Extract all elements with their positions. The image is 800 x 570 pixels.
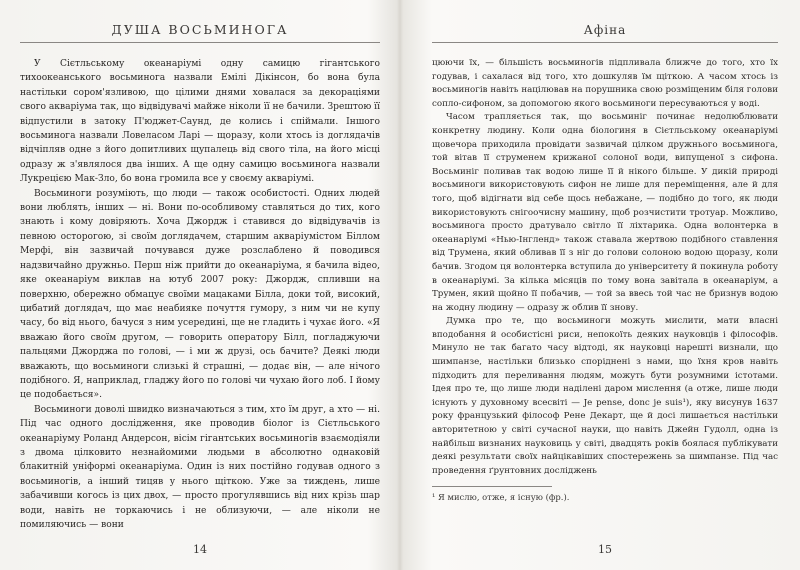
running-head-right: Афіна	[583, 23, 627, 37]
paragraph: У Сієтльському океанаріумі одну самицю гігантського тихоокеанського восьминога назвали Емілі Дікінсон, бо вона була настільки сором'язливою, що цілими днями ховалася за декораціями свого акваріума так, що відвідувачі майже ніколи її не бачили. Зрештою її відпустили в затоку П'юджет-Саунд, де колись і спіймали. Іншого восьминога назвали Ловеласом Ларі — щоразу, коли хтось із доглядачів відчіпляв одне з його допитливих щупалець від свого тіла, на його місці одразу ж з'являлося два інших. А ще одну самицю восьминога назвали Лукрецією Мак-Зло, бо вона громила все у своєму акваріумі.	[20, 59, 380, 185]
header-rule-right	[432, 42, 778, 43]
body-text-left	[20, 57, 380, 532]
footnote-rule	[432, 486, 552, 487]
paragraph: Восьминоги розуміють, що люди — також особистості. Одних людей вони люблять, інших — ні. Вони по-особливому ставляться до тих, кого знають і кому довіряють. Хоча Джордж і ставився до відвідувачів із певною осторогою, зі своїм доглядачем, старшим акваріумістом Біллом Мерфі, він зазвичай почувався дуже розслаблено й поводився надзвичайно дружньо. Перш ніж прийти до океанаріума, я бачила відео, яке океанаріум виклав на ютуб 2007 року: Джордж, спливши на поверхню, обережно обмацує своїми мацаками Білла, доки той, високий, цибатий доглядач, що має неабияке почуття гумору, з ним чи не купу часу, бо від нього, бачуся з ним усередині, ще не гладить і чухає його. «Я вважаю його своїм другом, — говорить оператору Білл, погладжуючи пальцями Джорджа по голові, — і ми ж друзі, ось бачите? Деякі люди вважають, що восьминоги слизькі й страшні, — додає він, — але нічого подібного. Я, наприклад, гладжу його по голові чи чухаю його лоб. І йому це подобається».	[20, 188, 380, 401]
paragraph: Часом трапляється так, що восьминіг починає недолюблювати конкретну людину. Коли одна біологиня в Сієтльському океанаріумі щовечора приходила провідати зазвичай цілком дружнього восьминога, той вітав її струменем крижаної солоної води, випущеної з сифона. Восьминіг поливав так водою лише її й нікого більше. У дикій природі восьминоги використовують сифон не лише для переміщення, але й для того, щоб відігнати від себе щось небажане, — подібно до того, як люди використовують снігоочисну машину, щоб розчистити тротуар. Можливо, восьминога просто дратувало світло її ліхтарика. Одна волонтерка в океанаріумі «Нью-Інгленд» також ставала жертвою подібного ставлення від Трумена, який обливав її з ніг до голови солоною водою щоразу, коли бачив. Згодом ця волонтерка вступила до університету й покинула роботу в океанаріумі. За кілька місяців по тому вона завітала в океанаріум, а Трумен, який щойно її побачив, — той за ввесь той час не бризнув водою на жодну людину — одразу ж облив її знову.	[432, 112, 778, 313]
paragraph: Думка про те, що восьминоги можуть мислити, мати власні вподобання й особистісні риси, непокоїть деяких науковців і філософів. Минуло не так багато часу відтоді, як науковці нарешті визнали, що шимпанзе, настільки близько споріднені з нами, що їхня кров навіть підходить для переливання людям, можуть бути розумними істотами. Ідея про те, що лише люди наділені даром мислення (а отже, лише люди існують у духовному всесвіті — Je pense, donc je suis¹), яку висунув 1637 року французький філософ Рене Декарт, ще й досі лишається настільки авторитетною у світі сучасної науки, що навіть Джейн Гудолл, одна із найбільш визнаних науковиць у світі, двадцять років боялася публікувати деякі результати своїх найцікавіших спостережень за шимпанзе. Під час проведення ґрунтовних досліджень	[432, 316, 778, 476]
header-rule-left	[20, 42, 380, 43]
body-text-right	[432, 57, 778, 503]
right-page	[400, 0, 800, 570]
page-number-left: 14	[193, 543, 207, 556]
page-number-right: 15	[598, 543, 612, 556]
paragraph: цюючи їх, — більшість восьминогів підпливала ближче до того, хто їх годував, і сахалася від того, хто дошкуляв їм щіткою. А часом хтось із восьминогів навіть націлював на порушника свою розміщеним біля голови сопло-сифоном, за допомогою якого восьминоги пересуваються у воді.	[432, 58, 778, 109]
running-head-left: ДУША ВОСЬМИНОГА	[111, 22, 289, 37]
footnote: ¹ Я мислю, отже, я існую (фр.).	[432, 492, 570, 503]
paragraph: Восьминоги доволі швидко визначаються з тим, хто їм друг, а хто — ні. Під час одного дослідження, яке проводив біолог із Сієтльського океанаріуму Роланд Андерсон, вісім гігантських восьминогів взаємодіяли з двома цілковито незнайомими людьми в абсолютно однаковій блакитній уніформі океанаріума. Один із них постійно годував одного з восьминогів, а інший тицяв у нього щіткою. Уже за тиждень, лише забачивши когось із цих двох, — просто прогулявшись від них крізь шар води, навіть не торкаючись і не облизуючи, — але ніколи не помиляючись — вони	[20, 404, 380, 530]
